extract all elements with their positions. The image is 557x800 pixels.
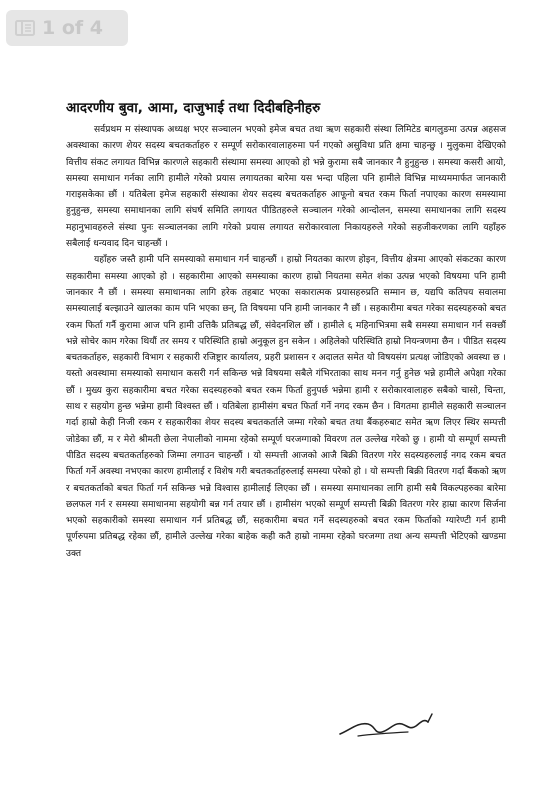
- paragraph-1: सर्वप्रथम म संस्थापक अध्यक्ष भएर सञ्चालन भएको इमेज बचत तथा ऋण सहकारी संस्था लिमिटेड बागलुङमा उत्पन्न अहसज अवस्थाका कारण शेयर सदस्य बचतकर्ताहरु र सम्पूर्ण सरोकारवालाहरुमा पर्न गएको असुविधा प्रति क्षमा चाहन्छु । मुलुकमा देखिएको वित्तीय संकट लगायत विभिन्न कारणले सहकारी संस्थामा समस्या आएको हो भन्ने कुरामा सबै जानकार नै हुनुहुन्छ । समस्या कसरी आयो, समस्या समाधान गर्नका लागि हामीले गरेको प्रयास लगायतका बारेमा यस भन्दा पहिला पनि हामीले विभिन्न माध्यममार्फत जानकारी गराइसकेका छौं । यतिबेला इमेज सहकारी संस्थाका शेयर सदस्य बचतकर्ताहरु आफूनो बचत रकम फिर्ता नपाएका कारण समस्यामा हुनुहुन्छ, समस्या समाधानका लागि संघर्ष समिति लगायत पीडितहरुले सञ्चालन गरेको आन्दोलन, समस्या समाधानका लागि सदस्य महानुभावहरुले संस्था पुनः सञ्चालनका लागि गरेको प्रयास लगायत सरोकारवाला निकायहरुले गरेको सहजीकरणका लागि यहाँहरु सबैलाई धन्यवाद दिन चाहन्छौं ।: [66, 125, 506, 250]
- document-body: [66, 98, 506, 562]
- document-heading: आदरणीय बुवा, आमा, दाजुभाई तथा दिदीबहिनीहरु: [66, 100, 321, 116]
- pages-icon: [14, 17, 36, 39]
- page-counter: 1 of 4: [42, 17, 103, 39]
- handwritten-signature: [338, 708, 438, 742]
- page-counter-badge: [6, 10, 128, 46]
- paragraph-2: यहाँहरु जस्तै हामी पनि समस्याको समाधान गर्न चाहन्छौं । हाम्रो नियतका कारण होइन, वित्तीय क्षेत्रमा आएको संकटका कारण सहकारीमा समस्या आएको हो । सहकारीमा आएको समस्याका कारण हाम्रो नियतमा समेत शंका उत्पन्न भएको विषयमा पनि हामी जानकार नै छौं । समस्या समाधानका लागि हरेक तहबाट भएका सकारात्मक प्रयासहरुप्रति सम्मान छ, यद्यपि कतिपय सवालमा समस्यालाई बल्झाउने खालका काम पनि भएका छन्, ति विषयमा पनि हामी जानकार नै छौं । सहकारीमा बचत गरेका सदस्यहरुको बचत रकम फिर्ता गर्नै कुरामा आज पनि हामी उत्तिकै प्रतिबद्ध छौं, संवेदनशिल छौं । हामीले ६ महिनाभित्रमा सबै समस्या समाधान गर्न सक्छौं भन्ने सोचेर काम गरेका थियौं तर समय र परिस्थिति हाम्रो अनुकूल हुन सकेन । अहिलेको परिस्थिति हाम्रो नियन्त्रणमा छैन । पीडित सदस्य बचतकर्ताहरु, सहकारी विभाग र सहकारी रजिष्ट्रार कार्यालय, प्रहरी प्रशासन र अदालत समेत यो विषयसंग प्रत्यक्ष जोडिएको अवस्था छ । यस्तो अवस्थामा समस्याको समाधान कसरी गर्न सकिन्छ भन्ने विषयमा सबैले गंभिरताका साथ मनन गर्नु हुनेछ भन्ने हामीले अपेक्षा गरेका छौं । मुख्य कुरा सहकारीमा बचत गरेका सदस्यहरुको बचत रकम फिर्ता हुनुपर्छ भन्नेमा हामी र सरोकारवालाहरु सबैको चासो, चिन्ता, साथ र सहयोग हुन्छ भन्नेमा हामी विश्वस्त छौं । यतिबेला हामीसंग बचत फिर्ता गर्ने नगद रकम छैन । विगतमा हामीले सहकारी सञ्चालन गर्दा हाम्रो केही निजी रकम र सहकारीका शेयर सदस्य बचतकर्तालेे जम्मा गरेको बचत तथा बैंकहरुबाट समेत ऋण लिएर स्थिर सम्पत्ती जोडेका छौं, म र मेरो श्रीमती छेला नेपालीको नाममा रहेको सम्पूर्ण घरजग्गाको विवरण तल उल्लेख गरेको छु । हामी यो सम्पूर्ण सम्पत्ती पीडित सदस्य बचतकर्ताहरुको जिम्मा लगाउन चाहन्छौं । यो सम्पत्ती आजको आजै बिक्री वितरण गरेर सदस्यहरुलाई नगद रकम बचत फिर्ता गर्ने अवस्था नभएका कारण हामीलाई र विशेष गरी बचतकर्ताहरुलाई समस्या परेको हो । यो सम्पत्ती बिक्री वितरण गर्दा बैंकको ऋण र बचतकर्ताको बचत फिर्ता गर्न सकिन्छ भन्ने विश्वास हामीलाई लिएका छौं । समस्या समाधानका लागि हामी सबै विकल्पहरुका बारेमा छलफल गर्न र समस्या समाधानमा सहयोगी बन्न गर्न तयार छौं । हामीसंग भएको सम्पूर्ण सम्पत्ती बिक्री वितरण गरेर हाम्रा कारण सिर्जना भएको सहकारीको समस्या समाधान गर्न प्रतिबद्ध छौं, सहकारीमा बचत गर्ने सदस्यहरुको बचत रकम फिर्ताको ग्यारेण्टी गर्न हामी पूर्णरुपमा प्रतिबद्ध रहेका छौं, हामीले उल्लेख गरेका बाहेक कही कतै हाम्रो नाममा रहेको घरजग्गा तथा अन्य सम्पत्ती भेटिएको खण्डमा उक्त: [66, 255, 506, 559]
